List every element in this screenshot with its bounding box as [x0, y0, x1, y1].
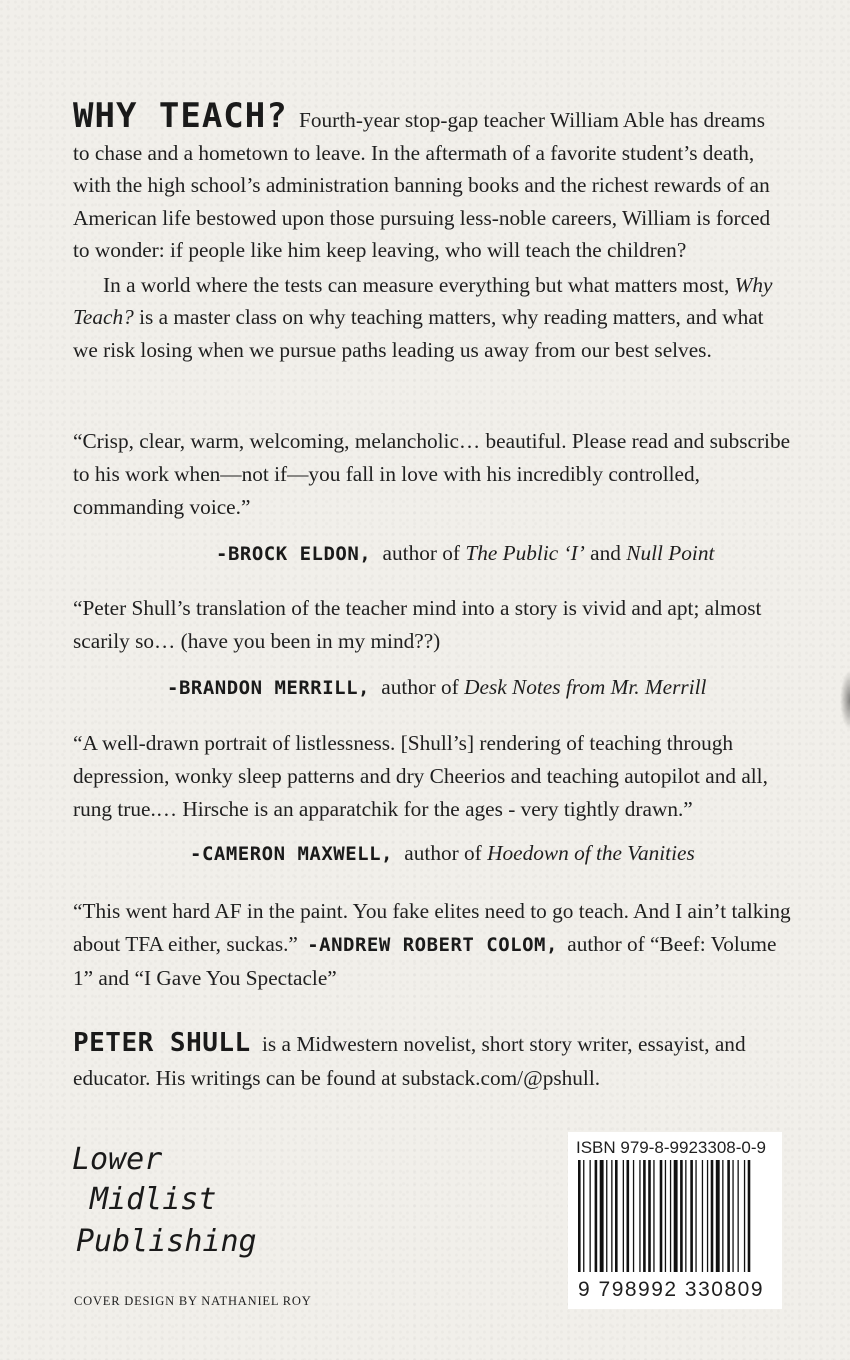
- barcode-bar: [611, 1160, 612, 1272]
- barcode-bar: [748, 1160, 751, 1272]
- barcode-bar: [595, 1160, 598, 1272]
- barcode-bar: [707, 1160, 708, 1272]
- quote-text: “Crisp, clear, warm, welcoming, melancholic… beautiful. Please read and subscribe to his work when—not if—you fall in love with his incredibly controlled, commanding voice.”: [73, 429, 791, 519]
- barcode-bar: [711, 1160, 714, 1272]
- barcode-bar: [583, 1160, 584, 1272]
- review-quote-4: [73, 895, 793, 995]
- barcode-bar: [744, 1160, 745, 1272]
- barcode-bar: [702, 1160, 703, 1272]
- barcode-number: 9 798992 330809: [578, 1278, 764, 1301]
- quote-text: “A well-drawn portrait of listlessness. [Shull’s] rendering of teaching through depression, wonky sleep patterns and dry Cheerios and teaching autopilot and all, rung true.… Hirsche is an apparatchik for the ages - very tightly drawn.”: [73, 731, 768, 821]
- barcode-bar: [639, 1160, 640, 1272]
- author-of: author of: [381, 675, 459, 699]
- barcode-bar: [680, 1160, 683, 1272]
- work-title: Desk Notes from Mr. Merrill: [464, 675, 707, 699]
- blurb-paragraph-2-start: In a world where the tests can measure everything but what matters most,: [103, 272, 730, 297]
- quote-2-attribution: [167, 672, 706, 703]
- barcode-bar: [722, 1160, 723, 1272]
- barcode-bar: [648, 1160, 651, 1272]
- barcode-bar: [615, 1160, 618, 1272]
- publisher-line-1: Lower: [72, 1142, 163, 1177]
- quote-text: “Peter Shull’s translation of the teacher mind into a story is vivid and apt; almost scarily so… (have you been in my mind??): [73, 596, 762, 653]
- barcode-bar: [660, 1160, 663, 1272]
- barcode-bar: [578, 1160, 581, 1272]
- blurb-title: WHY TEACH?: [73, 96, 288, 136]
- reviewer-name: -BROCK ELDON,: [216, 543, 372, 565]
- barcode-bar: [685, 1160, 686, 1272]
- author-of: author of “Beef: Volume 1” and “I Gave You Spectacle”: [73, 932, 777, 990]
- work-title: The Public ‘I’: [465, 541, 585, 565]
- quote-1-attribution: [216, 538, 714, 569]
- author-of: author of: [404, 841, 482, 865]
- cover-design-credit: COVER DESIGN BY NATHANIEL ROY: [74, 1294, 312, 1308]
- reviewer-name: -CAMERON MAXWELL,: [190, 843, 393, 865]
- barcode-bar: [732, 1160, 733, 1272]
- page-edge-shadow: [840, 670, 850, 730]
- author-bio: [73, 1026, 793, 1095]
- barcode-bar: [623, 1160, 624, 1272]
- barcode-bar: [674, 1160, 678, 1272]
- review-quote-3: [73, 727, 793, 826]
- quote-3-attribution: [190, 838, 695, 869]
- blurb-paragraph-1: Fourth-year stop-gap teacher William Able has dreams to chase and a hometown to leave. In the aftermath of a favorite student’s death, with the high school’s administration banning books and the richest rewards of an American life bestowed upon those pursuing less-noble careers, William is forced to wonder: if people like him keep leaving, who will teach the children?: [73, 108, 771, 262]
- barcode-bar: [727, 1160, 730, 1272]
- barcode-bar: [665, 1160, 666, 1272]
- quote-text: “This went hard AF in the paint. You fake elites need to go teach. And I ain’t talking about TFA either, suckas.”: [73, 899, 791, 956]
- conjunction: and: [590, 541, 621, 565]
- barcode-bar: [653, 1160, 654, 1272]
- author-of: author of: [382, 541, 461, 565]
- barcode-bar: [670, 1160, 671, 1272]
- barcode-bars: [576, 1160, 776, 1278]
- blurb-paragraph-2-end: is a master class on why teaching matters, why reading matters, and what we risk losing when we pursue paths leading us away from our best selves.: [73, 305, 764, 362]
- book-blurb: [73, 96, 783, 366]
- work-title: Hoedown of the Vanities: [487, 841, 695, 865]
- publisher-line-3: Publishing: [76, 1224, 257, 1259]
- isbn-barcode: [568, 1132, 782, 1309]
- reviewer-name: -ANDREW ROBERT COLOM,: [307, 934, 558, 956]
- barcode-bar: [643, 1160, 646, 1272]
- work-title: Null Point: [626, 541, 715, 565]
- barcode-bar: [738, 1160, 739, 1272]
- barcode-bar: [600, 1160, 604, 1272]
- barcode-bar: [695, 1160, 696, 1272]
- blurb-paragraph-2-title: Why Teach?: [73, 272, 773, 329]
- review-quote-1: [73, 425, 793, 524]
- barcode-bar: [716, 1160, 720, 1272]
- barcode-bar: [606, 1160, 607, 1272]
- barcode-bar: [633, 1160, 634, 1272]
- bio-text: is a Midwestern novelist, short story writer, essayist, and educator. His writings can be found at substack.com/@pshull.: [73, 1032, 746, 1090]
- publisher-logo: [72, 1137, 257, 1277]
- publisher-line-2: Midlist: [90, 1182, 217, 1217]
- review-quote-2: [73, 592, 793, 658]
- barcode-bar: [690, 1160, 693, 1272]
- reviewer-name: -BRANDON MERRILL,: [167, 677, 370, 699]
- barcode-bar: [627, 1160, 630, 1272]
- isbn-text: ISBN 979-8-9923308-0-9: [576, 1138, 766, 1157]
- author-name: PETER SHULL: [73, 1028, 251, 1058]
- barcode-bar: [590, 1160, 591, 1272]
